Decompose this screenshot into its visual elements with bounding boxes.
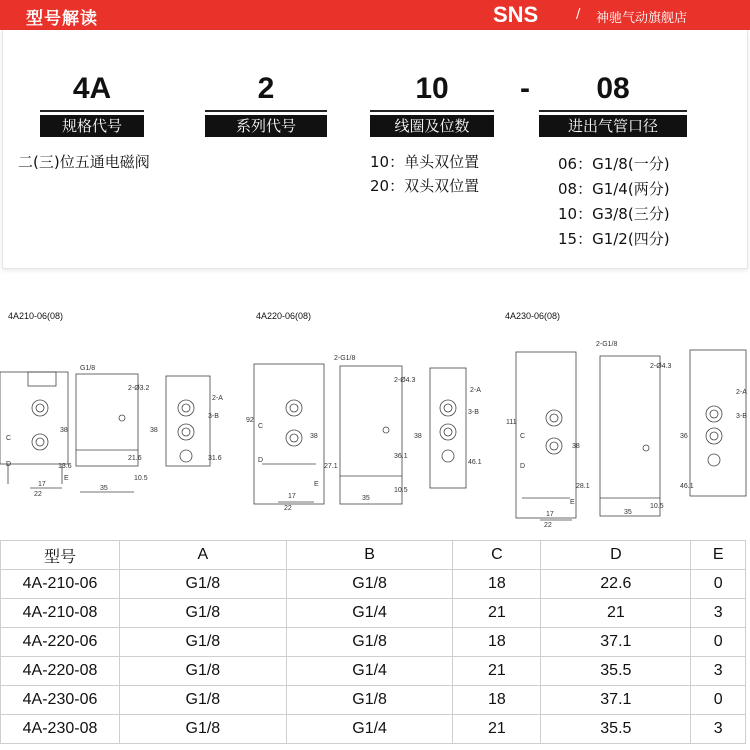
table-row xyxy=(1,628,746,657)
dim-label: 10.5 xyxy=(134,475,148,482)
drawing-title-4a230: 4A230-06(08) xyxy=(505,311,561,321)
code-dash: - xyxy=(520,72,530,105)
code-series: 2 xyxy=(257,72,275,105)
table-cell: 0 xyxy=(691,628,746,657)
dim-label: 2-Ø4.3 xyxy=(650,363,672,370)
underline-coil xyxy=(370,110,494,112)
dim-label: 31.6 xyxy=(208,455,222,462)
table-cell: 21 xyxy=(453,657,541,686)
table-cell: 37.1 xyxy=(541,686,691,715)
dim-label: 3-B xyxy=(736,413,747,420)
dim-label: G1/8 xyxy=(80,365,96,372)
dim-label: 36 xyxy=(680,433,688,440)
dim-label: 3-B xyxy=(208,413,219,420)
dim-label: D xyxy=(520,463,526,470)
table-cell: G1/4 xyxy=(286,599,453,628)
table-cell: 4A-210-08 xyxy=(1,599,120,628)
dimension-drawing-4a230 xyxy=(500,338,748,528)
table-cell: G1/8 xyxy=(120,715,287,744)
dim-label: E xyxy=(314,481,319,488)
table-cell: 18 xyxy=(453,570,541,599)
table-cell: 4A-210-06 xyxy=(1,570,120,599)
dim-label: 22 xyxy=(34,491,42,498)
dim-label: 46.1 xyxy=(468,459,482,466)
dim-label: 17 xyxy=(288,493,296,500)
dim-label: 2-G1/8 xyxy=(596,341,618,348)
column-header: A xyxy=(120,541,287,570)
table-cell: G1/8 xyxy=(120,628,287,657)
store-name: 神驰气动旗舰店 xyxy=(596,11,688,26)
drawing-title-4a210: 4A210-06(08) xyxy=(8,311,64,321)
table-cell: 21 xyxy=(541,599,691,628)
table-cell: G1/8 xyxy=(286,628,453,657)
dim-label: 38 xyxy=(572,443,580,450)
dim-label: 17 xyxy=(38,481,46,488)
dim-label: 38 xyxy=(310,433,318,440)
dim-label: 35 xyxy=(624,509,632,516)
dim-label: C xyxy=(6,435,12,442)
dim-label: 92 xyxy=(246,417,254,424)
table-cell: 21 xyxy=(453,599,541,628)
dim-label: 35 xyxy=(362,495,370,502)
port-option: 15：G1/2(四分) xyxy=(558,230,670,248)
table-cell: 18 xyxy=(453,628,541,657)
table-cell: 3 xyxy=(691,657,746,686)
dim-label: E xyxy=(64,475,69,482)
dim-label: 38 xyxy=(60,427,68,434)
dim-label: 2-G1/8 xyxy=(334,355,356,362)
table-cell: G1/8 xyxy=(286,686,453,715)
dim-label: 10.5 xyxy=(394,487,408,494)
dim-label: D xyxy=(258,457,264,464)
table-cell: 4A-230-06 xyxy=(1,686,120,715)
drawing-title-4a220: 4A220-06(08) xyxy=(256,311,312,321)
dim-label: 2-Ø3.2 xyxy=(128,385,150,392)
dim-label: 13.6 xyxy=(58,463,72,470)
table-cell: 4A-220-08 xyxy=(1,657,120,686)
code-port: 08 xyxy=(596,72,630,105)
table-row xyxy=(1,599,746,628)
table-cell: G1/8 xyxy=(120,657,287,686)
column-header: D xyxy=(541,541,691,570)
table-row xyxy=(1,686,746,715)
dimension-drawing-4a220 xyxy=(244,352,494,512)
dim-label: 2-A xyxy=(212,395,223,402)
coil-option: 20：双头双位置 xyxy=(370,177,480,195)
spec-description: 二(三)位五通电磁阀 xyxy=(18,153,150,171)
dim-label: 35 xyxy=(100,485,108,492)
dimension-drawing-4a210 xyxy=(0,360,240,500)
dim-label: 46.1 xyxy=(680,483,694,490)
column-header: E xyxy=(691,541,746,570)
table-cell: G1/8 xyxy=(120,599,287,628)
label-coil: 线圈及位数 xyxy=(370,115,494,137)
dim-label: 36.1 xyxy=(394,453,408,460)
code-spec: 4A xyxy=(72,72,112,105)
table-cell: 18 xyxy=(453,686,541,715)
dim-label: 38 xyxy=(150,427,158,434)
port-option: 10：G3/8(三分) xyxy=(558,205,670,223)
dim-label: E xyxy=(570,499,575,506)
table-cell: 22.6 xyxy=(541,570,691,599)
dim-label: 10.5 xyxy=(650,503,664,510)
table-cell: 35.5 xyxy=(541,657,691,686)
dim-label: 2-A xyxy=(470,387,481,394)
dim-label: 111 xyxy=(506,419,517,426)
table-cell: G1/8 xyxy=(286,570,453,599)
code-coil: 10 xyxy=(415,72,449,105)
table-cell: G1/8 xyxy=(120,570,287,599)
dim-label: 21.6 xyxy=(128,455,142,462)
dim-label: 22 xyxy=(284,505,292,512)
column-header: C xyxy=(453,541,541,570)
header-separator: / xyxy=(576,7,581,22)
table-cell: 0 xyxy=(691,686,746,715)
table-cell: 0 xyxy=(691,570,746,599)
dim-label: D xyxy=(6,461,12,468)
dim-label: C xyxy=(520,433,526,440)
dim-label: 38 xyxy=(414,433,422,440)
table-cell: 37.1 xyxy=(541,628,691,657)
table-cell: 4A-220-06 xyxy=(1,628,120,657)
brand-logo: SNS xyxy=(493,2,539,27)
dim-label: 22 xyxy=(544,522,552,528)
label-spec: 规格代号 xyxy=(40,115,144,137)
table-row xyxy=(1,657,746,686)
table-cell: G1/4 xyxy=(286,657,453,686)
underline-spec xyxy=(40,110,144,112)
dim-label: 17 xyxy=(546,511,554,518)
port-option: 06：G1/8(一分) xyxy=(558,155,670,173)
header-bar xyxy=(0,0,750,30)
column-header: B xyxy=(286,541,453,570)
table-cell: 35.5 xyxy=(541,715,691,744)
label-series: 系列代号 xyxy=(205,115,327,137)
table-cell: 21 xyxy=(453,715,541,744)
table-row xyxy=(1,570,746,599)
table-cell: 3 xyxy=(691,599,746,628)
column-header: 型号 xyxy=(1,541,120,570)
dim-label: 28.1 xyxy=(576,483,590,490)
dim-label: 2-A xyxy=(736,389,747,396)
label-port: 进出气管口径 xyxy=(539,115,687,137)
dim-label: 27.1 xyxy=(324,463,338,470)
table-cell: 4A-230-08 xyxy=(1,715,120,744)
table-row xyxy=(1,715,746,744)
dim-label: C xyxy=(258,423,264,430)
port-option: 08：G1/4(两分) xyxy=(558,180,670,198)
table-cell: G1/8 xyxy=(120,686,287,715)
table-header-row xyxy=(1,541,746,570)
table-cell: G1/4 xyxy=(286,715,453,744)
underline-series xyxy=(205,110,327,112)
header-title: 型号解读 xyxy=(26,9,98,29)
underline-port xyxy=(539,110,687,112)
coil-option: 10：单头双位置 xyxy=(370,153,480,171)
dim-label: 3-B xyxy=(468,409,479,416)
spec-table xyxy=(0,540,746,744)
dim-label: 2-Ø4.3 xyxy=(394,377,416,384)
table-cell: 3 xyxy=(691,715,746,744)
